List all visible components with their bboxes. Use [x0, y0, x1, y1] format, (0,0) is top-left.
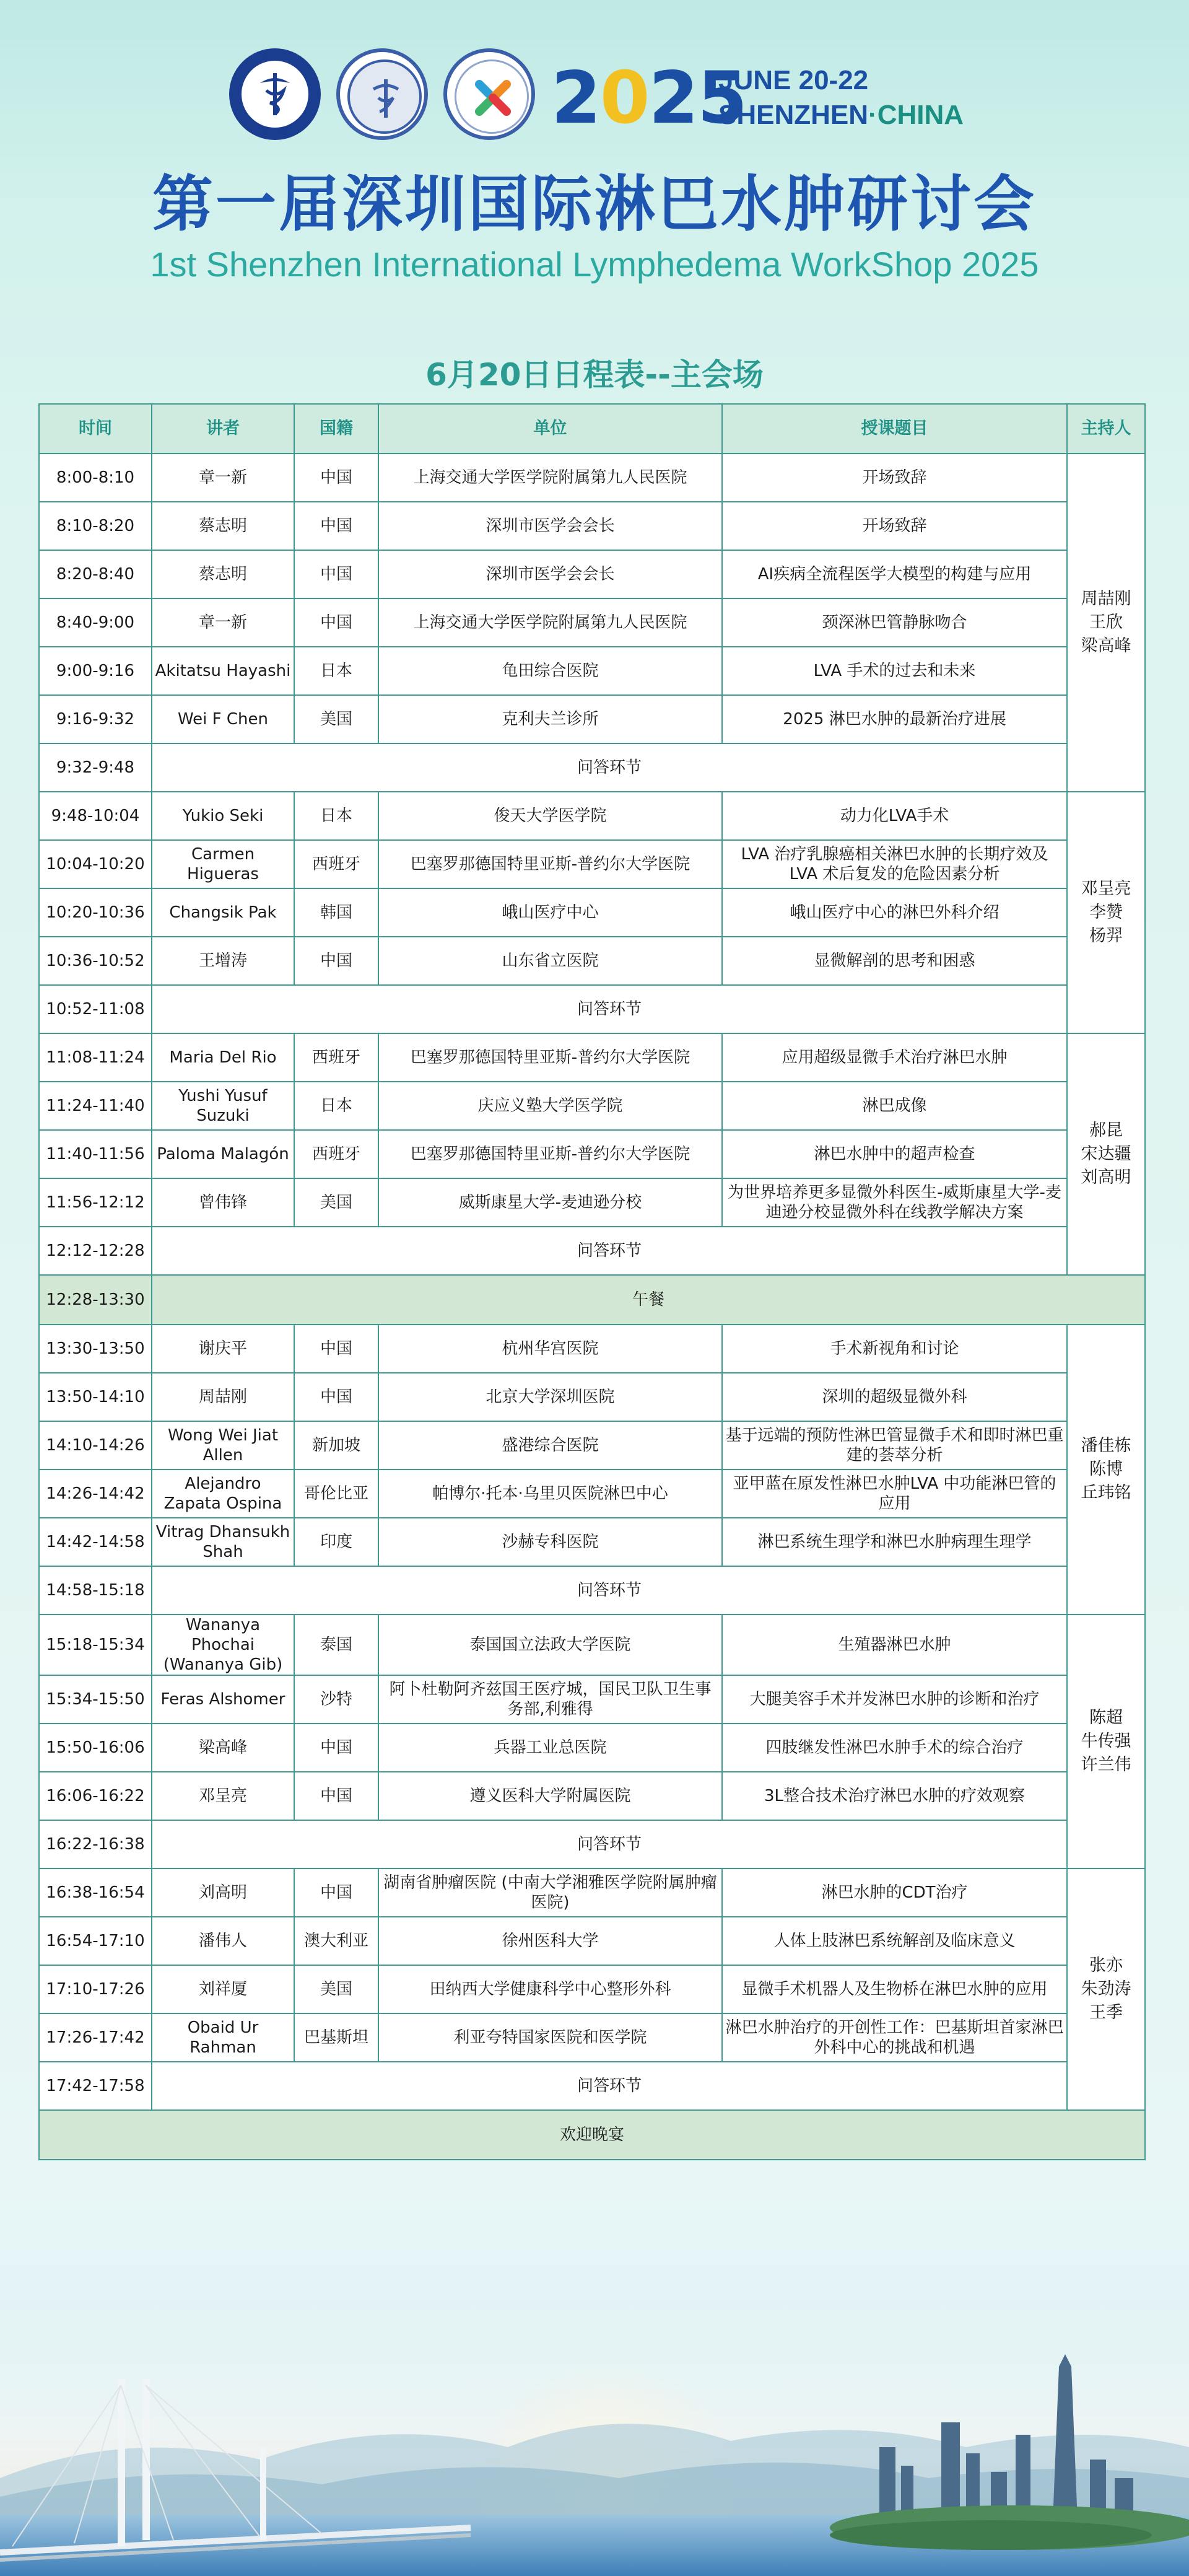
- speaker-cell: Maria Del Rio: [152, 1033, 294, 1082]
- time-cell: 15:18-15:34: [39, 1614, 152, 1675]
- topic-cell: 深圳的超级显微外科: [722, 1373, 1067, 1421]
- time-cell: 13:50-14:10: [39, 1373, 152, 1421]
- country-cell: 泰国: [294, 1614, 378, 1675]
- time-cell: 8:40-9:00: [39, 598, 152, 647]
- org-cell: 俊天大学医学院: [378, 792, 722, 840]
- qa-row: [39, 1566, 1145, 1614]
- break-row: [39, 1275, 1145, 1325]
- time-cell: 16:06-16:22: [39, 1772, 152, 1820]
- country-cell: 中国: [294, 453, 378, 502]
- dinner-cell: 欢迎晚宴: [39, 2110, 1145, 2160]
- country-cell: 巴基斯坦: [294, 2013, 378, 2062]
- org-cell: 深圳市医学会会长: [378, 550, 722, 598]
- col-header-speaker: 讲者: [152, 404, 294, 453]
- org-cell: 龟田综合医院: [378, 647, 722, 695]
- time-cell: 15:50-16:06: [39, 1724, 152, 1772]
- org-cell: 上海交通大学医学院附属第九人民医院: [378, 598, 722, 647]
- shenzhen-skyline-scenery: [0, 2292, 1189, 2576]
- org-cell: 庆应义塾大学医学院: [378, 1082, 722, 1130]
- qa-cell: 问答环节: [152, 743, 1067, 792]
- time-cell: 17:10-17:26: [39, 1965, 152, 2013]
- speaker-cell: Wei F Chen: [152, 695, 294, 743]
- table-row: [39, 888, 1145, 937]
- topic-cell: 3L整合技术治疗淋巴水肿的疗效观察: [722, 1772, 1067, 1820]
- year-accent-digit: 0: [599, 56, 649, 140]
- topic-cell: 人体上肢淋巴系统解剖及临床意义: [722, 1917, 1067, 1965]
- col-header-country: 国籍: [294, 404, 378, 453]
- speaker-cell: 章一新: [152, 598, 294, 647]
- title-english: 1st Shenzhen International Lymphedema WorkShop 2025: [150, 245, 1039, 284]
- caduceus-icon: [248, 67, 302, 121]
- table-row: [39, 598, 1145, 647]
- speaker-cell: 王增涛: [152, 937, 294, 985]
- speaker-cell: 曾伟锋: [152, 1178, 294, 1227]
- time-cell: 8:20-8:40: [39, 550, 152, 598]
- speaker-cell: Yukio Seki: [152, 792, 294, 840]
- table-row: [39, 550, 1145, 598]
- speaker-cell: Alejandro Zapata Ospina: [152, 1470, 294, 1518]
- time-cell: 14:26-14:42: [39, 1470, 152, 1518]
- table-row: [39, 502, 1145, 550]
- org-cell: 巴塞罗那德国特里亚斯-普约尔大学医院: [378, 1130, 722, 1178]
- topic-cell: 生殖器淋巴水肿: [722, 1614, 1067, 1675]
- table-header-row: [39, 404, 1145, 453]
- time-cell: 10:52-11:08: [39, 985, 152, 1033]
- topic-cell: 为世界培养更多显微外科医生-威斯康星大学-麦迪逊分校显微外科在线教学解决方案: [722, 1178, 1067, 1227]
- host-cell: 陈超 牛传强 许兰伟: [1067, 1614, 1145, 1868]
- country-cell: 中国: [294, 502, 378, 550]
- time-cell: 14:58-15:18: [39, 1566, 152, 1614]
- time-cell: 12:12-12:28: [39, 1227, 152, 1275]
- country-cell: 哥伦比亚: [294, 1470, 378, 1518]
- topic-cell: 大腿美容手术并发淋巴水肿的诊断和治疗: [722, 1675, 1067, 1724]
- topic-cell: 动力化LVA手术: [722, 792, 1067, 840]
- topic-cell: 显微解剖的思考和困惑: [722, 937, 1067, 985]
- topic-cell: 淋巴水肿的CDT治疗: [722, 1868, 1067, 1917]
- country-cell: 日本: [294, 647, 378, 695]
- time-cell: 11:40-11:56: [39, 1130, 152, 1178]
- schedule-subtitle: 6月20日日程表--主会场: [425, 357, 764, 393]
- table-row: [39, 1917, 1145, 1965]
- country-cell: 中国: [294, 598, 378, 647]
- country-cell: 中国: [294, 1868, 378, 1917]
- host-cell: 邓呈亮 李赞 杨羿: [1067, 792, 1145, 1033]
- topic-cell: 颈深淋巴管静脉吻合: [722, 598, 1067, 647]
- speaker-cell: Changsik Pak: [152, 888, 294, 937]
- table-row: [39, 1373, 1145, 1421]
- table-row: [39, 1130, 1145, 1178]
- country-cell: 中国: [294, 937, 378, 985]
- break-cell: 午餐: [152, 1275, 1145, 1325]
- country-cell: 中国: [294, 1772, 378, 1820]
- table-row: [39, 2013, 1145, 2062]
- country-cell: 日本: [294, 792, 378, 840]
- country-cell: 中国: [294, 1325, 378, 1373]
- table-row: [39, 1724, 1145, 1772]
- schedule-table: [38, 403, 1146, 2160]
- org-cell: 遵义医科大学附属医院: [378, 1772, 722, 1820]
- speaker-cell: Vitrag Dhansukh Shah: [152, 1518, 294, 1566]
- host-cell: 周喆刚 王欣 梁高峰: [1067, 453, 1145, 792]
- country-cell: 印度: [294, 1518, 378, 1566]
- org-cell: 湖南省肿瘤医院 (中南大学湘雅医学院附属肿瘤医院): [378, 1868, 722, 1917]
- country-cell: 西班牙: [294, 1130, 378, 1178]
- time-cell: 8:00-8:10: [39, 453, 152, 502]
- topic-cell: 淋巴系统生理学和淋巴水肿病理生理学: [722, 1518, 1067, 1566]
- table-row: [39, 1675, 1145, 1724]
- topic-cell: 峨山医疗中心的淋巴外科介绍: [722, 888, 1067, 937]
- topic-cell: 淋巴水肿治疗的开创性工作：巴基斯坦首家淋巴外科中心的挑战和机遇: [722, 2013, 1067, 2062]
- org-cell: 兵器工业总医院: [378, 1724, 722, 1772]
- time-cell: 17:42-17:58: [39, 2062, 152, 2110]
- org-cell: 峨山医疗中心: [378, 888, 722, 937]
- staff-icon: [359, 71, 413, 125]
- country-cell: 西班牙: [294, 1033, 378, 1082]
- topic-cell: 四肢继发性淋巴水肿手术的综合治疗: [722, 1724, 1067, 1772]
- org-cell: 深圳市医学会会长: [378, 502, 722, 550]
- speaker-cell: Wananya Phochai (Wananya Gib): [152, 1614, 294, 1675]
- table-row: [39, 1470, 1145, 1518]
- org-cell: 田纳西大学健康科学中心整形外科: [378, 1965, 722, 2013]
- event-date: JUNE 20-22: [718, 65, 869, 95]
- time-cell: 9:48-10:04: [39, 792, 152, 840]
- time-cell: 17:26-17:42: [39, 2013, 152, 2062]
- country-cell: 美国: [294, 1178, 378, 1227]
- qa-row: [39, 743, 1145, 792]
- time-cell: 12:28-13:30: [39, 1275, 152, 1325]
- qa-cell: 问答环节: [152, 1227, 1067, 1275]
- event-year: [551, 55, 746, 141]
- time-cell: 10:36-10:52: [39, 937, 152, 985]
- qa-row: [39, 1227, 1145, 1275]
- cross-icon: [466, 71, 520, 125]
- country-cell: 中国: [294, 1724, 378, 1772]
- topic-cell: 2025 淋巴水肿的最新治疗进展: [722, 695, 1067, 743]
- table-row: [39, 1082, 1145, 1130]
- time-cell: 16:54-17:10: [39, 1917, 152, 1965]
- qa-cell: 问答环节: [152, 2062, 1067, 2110]
- topic-cell: 淋巴水肿中的超声检查: [722, 1130, 1067, 1178]
- topic-cell: 应用超级显微手术治疗淋巴水肿: [722, 1033, 1067, 1082]
- country-cell: 西班牙: [294, 840, 378, 888]
- org-cell: 北京大学深圳医院: [378, 1373, 722, 1421]
- org-cell: 巴塞罗那德国特里亚斯-普约尔大学医院: [378, 1033, 722, 1082]
- table-row: [39, 1868, 1145, 1917]
- speaker-cell: 邓呈亮: [152, 1772, 294, 1820]
- table-row: [39, 1033, 1145, 1082]
- table-row: [39, 1965, 1145, 2013]
- poster-header: [0, 0, 1189, 347]
- medical-association-logo: [229, 48, 321, 140]
- time-cell: 9:00-9:16: [39, 647, 152, 695]
- speaker-cell: 谢庆平: [152, 1325, 294, 1373]
- country-cell: 中国: [294, 550, 378, 598]
- title-chinese: 第一届深圳国际淋巴水肿研讨会: [152, 169, 1037, 240]
- time-cell: 10:04-10:20: [39, 840, 152, 888]
- country-cell: 中国: [294, 1373, 378, 1421]
- table-row: [39, 792, 1145, 840]
- time-cell: 16:38-16:54: [39, 1868, 152, 1917]
- org-cell: 徐州医科大学: [378, 1917, 722, 1965]
- topic-cell: LVA 治疗乳腺癌相关淋巴水肿的长期疗效及 LVA 术后复发的危险因素分析: [722, 840, 1067, 888]
- topic-cell: AI疾病全流程医学大模型的构建与应用: [722, 550, 1067, 598]
- org-cell: 克利夫兰诊所: [378, 695, 722, 743]
- year-digit: 2: [551, 56, 600, 140]
- speaker-cell: 周喆刚: [152, 1373, 294, 1421]
- event-sep: ·: [868, 100, 878, 130]
- topic-cell: 基于远端的预防性淋巴管显微手术和即时淋巴重建的荟萃分析: [722, 1421, 1067, 1470]
- org-cell: 盛港综合医院: [378, 1421, 722, 1470]
- qa-row: [39, 985, 1145, 1033]
- speaker-cell: Akitatsu Hayashi: [152, 647, 294, 695]
- time-cell: 13:30-13:50: [39, 1325, 152, 1373]
- qa-cell: 问答环节: [152, 985, 1067, 1033]
- time-cell: 14:42-14:58: [39, 1518, 152, 1566]
- speaker-cell: 蔡志明: [152, 502, 294, 550]
- table-row: [39, 1518, 1145, 1566]
- country-cell: 澳大利亚: [294, 1917, 378, 1965]
- table-row: [39, 1178, 1145, 1227]
- table-row: [39, 937, 1145, 985]
- topic-cell: 开场致辞: [722, 502, 1067, 550]
- speaker-cell: Feras Alshomer: [152, 1675, 294, 1724]
- country-cell: 新加坡: [294, 1421, 378, 1470]
- country-cell: 美国: [294, 1965, 378, 2013]
- time-cell: 11:08-11:24: [39, 1033, 152, 1082]
- col-header-org: 单位: [378, 404, 722, 453]
- col-header-topic: 授课题目: [722, 404, 1067, 453]
- country-cell: 韩国: [294, 888, 378, 937]
- country-cell: 日本: [294, 1082, 378, 1130]
- org-cell: 泰国国立法政大学医院: [378, 1614, 722, 1675]
- host-cell: 张亦 朱劲涛 王季: [1067, 1868, 1145, 2110]
- topic-cell: 亚甲蓝在原发性淋巴水肿LVA 中功能淋巴管的应用: [722, 1470, 1067, 1518]
- topic-cell: 开场致辞: [722, 453, 1067, 502]
- speaker-cell: Yushi Yusuf Suzuki: [152, 1082, 294, 1130]
- year-digits: 25: [648, 56, 746, 140]
- time-cell: 8:10-8:20: [39, 502, 152, 550]
- time-cell: 11:24-11:40: [39, 1082, 152, 1130]
- org-cell: 巴塞罗那德国特里亚斯-普约尔大学医院: [378, 840, 722, 888]
- time-cell: 14:10-14:26: [39, 1421, 152, 1470]
- event-country: CHINA: [877, 100, 964, 130]
- speaker-cell: 梁高峰: [152, 1724, 294, 1772]
- org-cell: 威斯康星大学-麦迪逊分校: [378, 1178, 722, 1227]
- speaker-cell: 刘祥厦: [152, 1965, 294, 2013]
- time-cell: 9:32-9:48: [39, 743, 152, 792]
- org-cell: 帕博尔·托本·乌里贝医院淋巴中心: [378, 1470, 722, 1518]
- speaker-cell: Wong Wei Jiat Allen: [152, 1421, 294, 1470]
- time-cell: 15:34-15:50: [39, 1675, 152, 1724]
- org-cell: 上海交通大学医学院附属第九人民医院: [378, 453, 722, 502]
- org-cell: 山东省立医院: [378, 937, 722, 985]
- table-row: [39, 647, 1145, 695]
- speaker-cell: 章一新: [152, 453, 294, 502]
- event-place: [718, 97, 964, 134]
- speaker-cell: 潘伟人: [152, 1917, 294, 1965]
- host-cell: 潘佳栋 陈博 丘玮铭: [1067, 1325, 1145, 1614]
- speaker-cell: Obaid Ur Rahman: [152, 2013, 294, 2062]
- speaker-cell: Carmen Higueras: [152, 840, 294, 888]
- org-cell: 阿卜杜勒阿齐兹国王医疗城，国民卫队卫生事务部,利雅得: [378, 1675, 722, 1724]
- time-cell: 10:20-10:36: [39, 888, 152, 937]
- speaker-cell: 刘高明: [152, 1868, 294, 1917]
- qa-cell: 问答环节: [152, 1820, 1067, 1868]
- org-cell: 杭州华宫医院: [378, 1325, 722, 1373]
- table-row: [39, 840, 1145, 888]
- topic-cell: 显微手术机器人及生物桥在淋巴水肿的应用: [722, 1965, 1067, 2013]
- topic-cell: LVA 手术的过去和未来: [722, 647, 1067, 695]
- topic-cell: 淋巴成像: [722, 1082, 1067, 1130]
- org-cell: 利亚夸特国家医院和医学院: [378, 2013, 722, 2062]
- table-row: [39, 1421, 1145, 1470]
- qa-row: [39, 2062, 1145, 2110]
- country-cell: 沙特: [294, 1675, 378, 1724]
- qa-cell: 问答环节: [152, 1566, 1067, 1614]
- col-header-time: 时间: [39, 404, 152, 453]
- col-header-host: 主持人: [1067, 404, 1145, 453]
- table-row: [39, 1614, 1145, 1675]
- time-cell: 11:56-12:12: [39, 1178, 152, 1227]
- host-cell: 郝昆 宋达疆 刘高明: [1067, 1033, 1145, 1275]
- org-cell: 沙赫专科医院: [378, 1518, 722, 1566]
- topic-cell: 手术新视角和讨论: [722, 1325, 1067, 1373]
- table-row: [39, 453, 1145, 502]
- time-cell: 9:16-9:32: [39, 695, 152, 743]
- table-row: [39, 1325, 1145, 1373]
- hospital-cross-logo: [443, 48, 535, 140]
- speaker-cell: 蔡志明: [152, 550, 294, 598]
- speaker-cell: Paloma Malagón: [152, 1130, 294, 1178]
- table-row: [39, 1772, 1145, 1820]
- table-row: [39, 695, 1145, 743]
- event-city: SHENZHEN: [718, 100, 869, 130]
- qa-row: [39, 1820, 1145, 1868]
- time-cell: 16:22-16:38: [39, 1820, 152, 1868]
- dinner-row: [39, 2110, 1145, 2160]
- country-cell: 美国: [294, 695, 378, 743]
- university-hospital-logo: [336, 48, 428, 140]
